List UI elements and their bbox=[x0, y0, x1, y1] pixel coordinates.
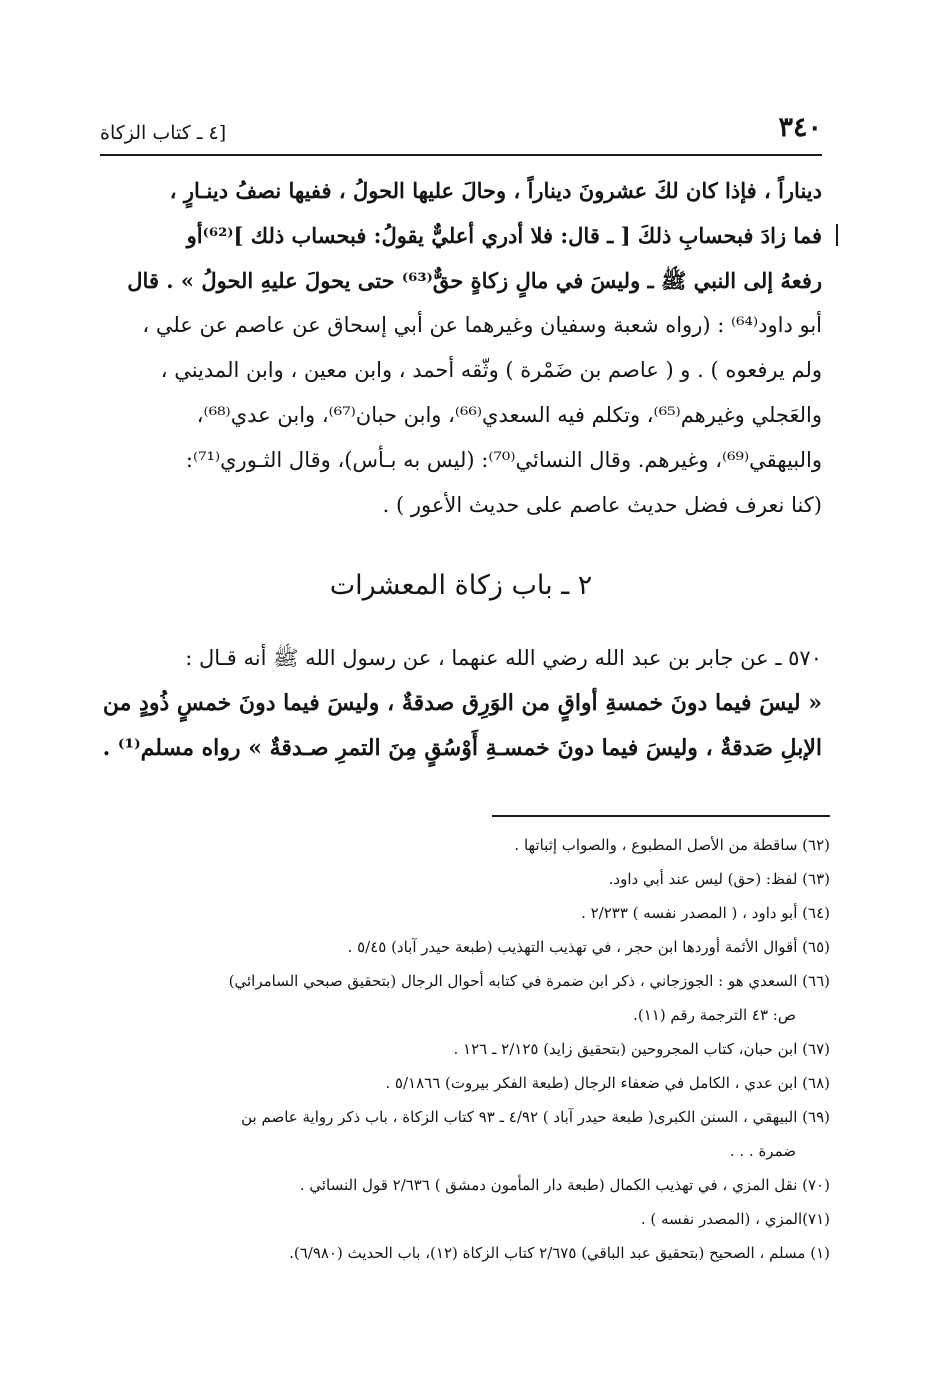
footnote-continuation: ضمرة . . . bbox=[729, 1142, 796, 1160]
footnote: (٦٦) السعدي هو : الجوزجاني ، ذكر ابن ضمرة في كتابه أحوال الرجال (بتحقيق صبحي السامرائي) bbox=[228, 972, 830, 990]
page-number: ٣٤٠ bbox=[778, 112, 822, 143]
footnote: (٧٠) نقل المزي ، في تهذيب الكمال (طبعة دار المأمون دمشق ) ٢/٦٣٦ قول النسائي . bbox=[299, 1176, 830, 1194]
margin-mark bbox=[836, 224, 838, 246]
text-line: (كنا نعرف فضل حديث عاصم على حديث الأعور ) . bbox=[382, 493, 822, 517]
text-line: أبو داود⁽⁶⁴⁾ : (رواه شعبة وسفيان وغيرهما عن أبي إسحاق عن عاصم عن علي ، bbox=[142, 313, 822, 337]
footnote-rule bbox=[492, 815, 830, 817]
footnote: (٧١)المزي ، (المصدر نفسه ) . bbox=[640, 1210, 830, 1228]
text-line: ولم يرفعوه ) . و ( عاصم بن ضَمْرة ) وثّقه أحمد ، وابن معين ، وابن المديني ، bbox=[160, 358, 822, 382]
footnote-continuation: ص: ٤٣ الترجمة رقم (١١). bbox=[633, 1006, 796, 1024]
footnotes bbox=[100, 828, 830, 1270]
hadith-text bbox=[100, 636, 822, 771]
header-rule bbox=[100, 154, 822, 156]
hadith-line: ٥٧٠ ـ عن جابر بن عبد الله رضي الله عنهما ، عن رسول الله ﷺ أنه قـال : bbox=[185, 646, 822, 670]
hadith-line: « ليسَ فيما دونَ خمسةِ أواقٍ من الوَرِق صدقةٌ ، وليسَ فيما دونَ خمسٍ ذُودٍ من bbox=[102, 690, 822, 716]
running-title: [٤ ـ كتاب الزكاة bbox=[100, 122, 227, 144]
footnote: (٦٨) ابن عدي ، الكامل في ضعفاء الرجال (طبعة الفكر بيروت) ٥/١٨٦٦ . bbox=[385, 1074, 830, 1092]
text-line: رفعهُ إلى النبي ﷺ ـ وليسَ في مالٍ زكاةٍ حقٌّ⁽⁶³⁾ حتى يحولَ عليهِ الحولُ » . قال bbox=[127, 268, 822, 293]
footnote: (٦٧) ابن حبان، كتاب المجروحين (بتحقيق زايد) ٢/١٢٥ ـ ١٢٦ . bbox=[453, 1040, 830, 1058]
footnote: (٦٣) لفظ: (حق) ليس عند أبي داود. bbox=[608, 870, 830, 888]
footnote: (٦٢) ساقطة من الأصل المطبوع ، والصواب إثباتها . bbox=[514, 836, 830, 854]
text-line: ديناراً ، فإذا كان لكَ عشرونَ ديناراً ، وحالَ عليها الحولُ ، ففيها نصفُ دينـارٍ ، bbox=[169, 178, 822, 203]
footnote: (٦٤) أبو داود ، ( المصدر نفسه ) ٢/٢٣٣ . bbox=[581, 904, 830, 922]
running-header bbox=[100, 112, 822, 156]
hadith-line: الإبلِ صَدقةٌ ، وليسَ فيما دونَ خمسـةِ أَوْسُقٍ مِنَ التمرِ صـدقةٌ » رواه مسلم⁽¹⁾ . bbox=[102, 735, 822, 761]
footnote: (٦٩) البيهقي ، السنن الكبرى( طبعة حيدر آباد ) ٤/٩٢ ـ ٩٣ كتاب الزكاة ، باب ذكر رواية عاصم بن bbox=[241, 1108, 830, 1126]
text-line: والبيهقي⁽⁶⁹⁾، وغيرهم. وقال النسائي⁽⁷⁰⁾: (ليس به بـأس)، وقال الثـوري⁽⁷¹⁾: bbox=[185, 448, 822, 472]
footnote: (١) مسلم ، الصحيح (بتحقيق عبد الباقي) ٢/٦٧٥ كتاب الزكاة (١٢)، باب الحديث (٦/٩٨٠). bbox=[289, 1244, 830, 1262]
footnote: (٦٥) أقوال الأئمة أوردها ابن حجر ، في تهذيب التهذيب (طبعة حيدر آباد) ٥/٤٥ . bbox=[347, 938, 830, 956]
main-text bbox=[100, 168, 822, 528]
text-line: والعَجلي وغيرهم⁽⁶⁵⁾، وتكلم فيه السعدي⁽⁶⁶⁾، وابن حبان⁽⁶⁷⁾، وابن عدي⁽⁶⁸⁾، bbox=[196, 403, 822, 427]
text-line: فما زادَ فبحسابِ ذلكَ [ ـ قال: فلا أدري أعليٌّ يقولُ: فبحساب ذلك ]⁽⁶²⁾أو bbox=[186, 223, 822, 248]
section-heading: ٢ ـ باب زكاة المعشرات bbox=[329, 570, 593, 601]
